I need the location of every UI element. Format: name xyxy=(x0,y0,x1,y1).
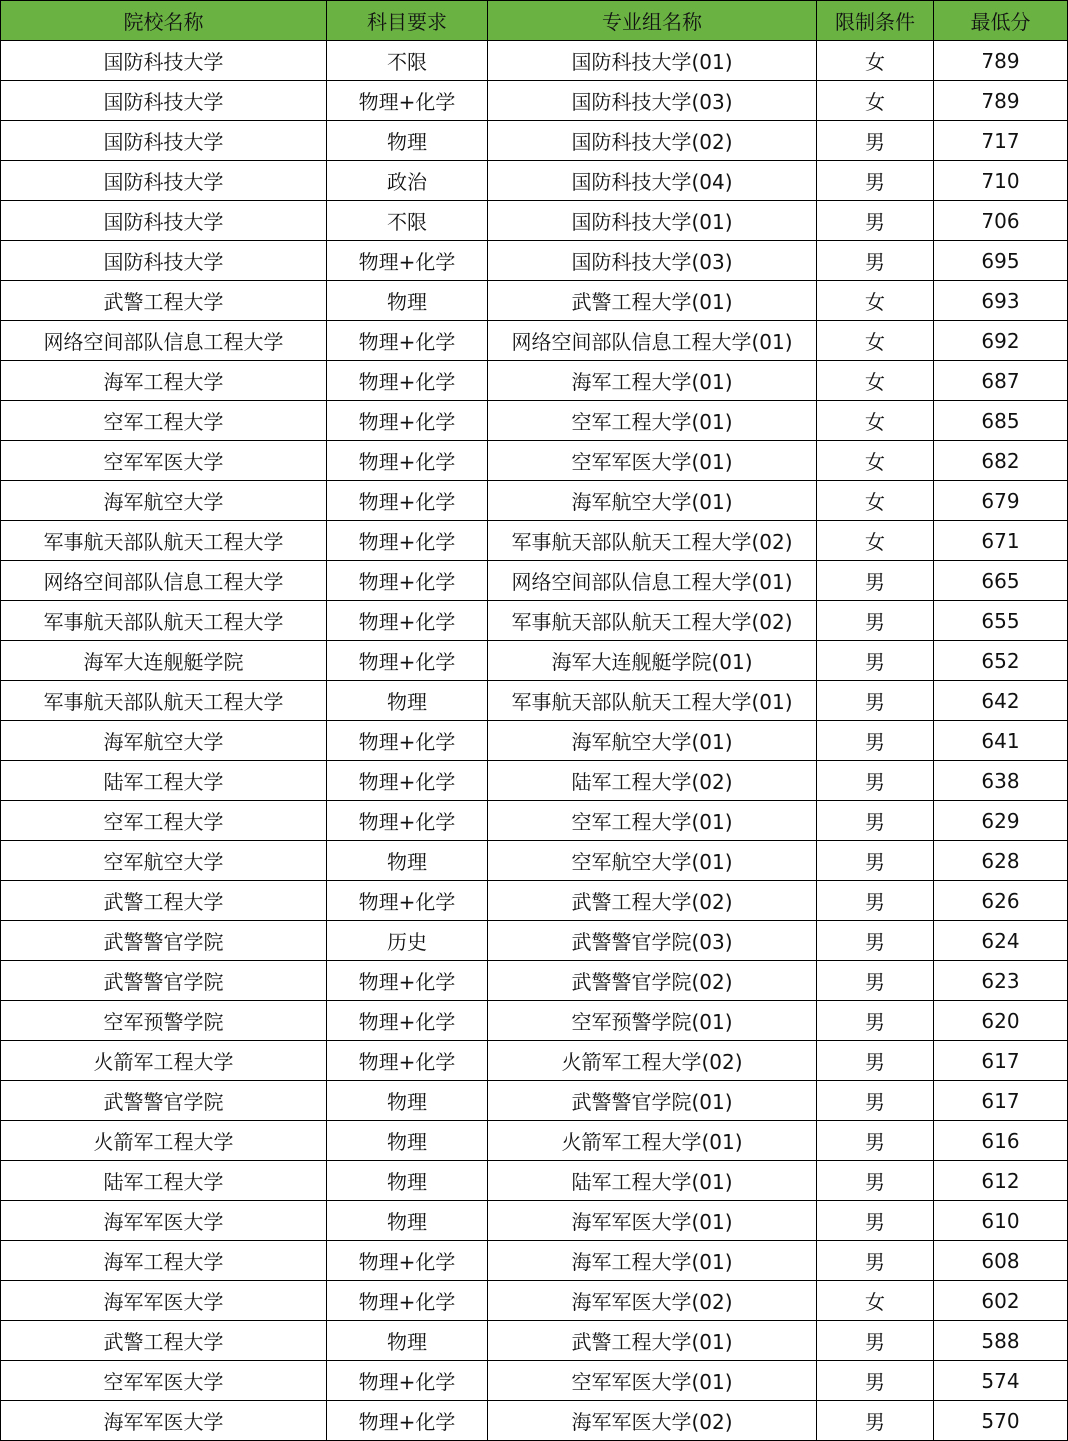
cell-major-group: 火箭军工程大学(01) xyxy=(488,1121,817,1161)
cell-restriction: 男 xyxy=(817,1161,934,1201)
cell-subject-requirement: 物理+化学 xyxy=(327,361,488,401)
cell-school: 武警警官学院 xyxy=(1,921,327,961)
cell-min-score: 629 xyxy=(934,801,1068,841)
cell-major-group: 国防科技大学(01) xyxy=(488,41,817,81)
cell-school: 武警工程大学 xyxy=(1,1321,327,1361)
cell-restriction: 男 xyxy=(817,721,934,761)
cell-min-score: 641 xyxy=(934,721,1068,761)
cell-restriction: 女 xyxy=(817,441,934,481)
cell-restriction: 男 xyxy=(817,1401,934,1441)
cell-school: 海军军医大学 xyxy=(1,1401,327,1441)
cell-restriction: 男 xyxy=(817,1081,934,1121)
cell-major-group: 网络空间部队信息工程大学(01) xyxy=(488,561,817,601)
cell-school: 空军工程大学 xyxy=(1,801,327,841)
cell-min-score: 717 xyxy=(934,121,1068,161)
cell-major-group: 军事航天部队航天工程大学(01) xyxy=(488,681,817,721)
cell-school: 空军航空大学 xyxy=(1,841,327,881)
cell-subject-requirement: 物理+化学 xyxy=(327,241,488,281)
cell-subject-requirement: 物理+化学 xyxy=(327,761,488,801)
cell-restriction: 男 xyxy=(817,1361,934,1401)
cell-school: 陆军工程大学 xyxy=(1,761,327,801)
cell-subject-requirement: 物理+化学 xyxy=(327,1241,488,1281)
table-row xyxy=(1,321,1068,361)
cell-restriction: 男 xyxy=(817,241,934,281)
table-row xyxy=(1,121,1068,161)
cell-min-score: 617 xyxy=(934,1041,1068,1081)
cell-school: 海军军医大学 xyxy=(1,1281,327,1321)
cell-min-score: 626 xyxy=(934,881,1068,921)
cell-min-score: 710 xyxy=(934,161,1068,201)
cell-restriction: 男 xyxy=(817,881,934,921)
table-row xyxy=(1,1201,1068,1241)
cell-major-group: 武警工程大学(01) xyxy=(488,1321,817,1361)
cell-school: 空军工程大学 xyxy=(1,401,327,441)
cell-major-group: 武警警官学院(01) xyxy=(488,1081,817,1121)
cell-major-group: 武警工程大学(01) xyxy=(488,281,817,321)
header-restriction: 限制条件 xyxy=(817,1,934,41)
table-row xyxy=(1,241,1068,281)
cell-subject-requirement: 政治 xyxy=(327,161,488,201)
cell-restriction: 女 xyxy=(817,281,934,321)
cell-major-group: 海军航空大学(01) xyxy=(488,481,817,521)
cell-restriction: 女 xyxy=(817,81,934,121)
cell-subject-requirement: 物理 xyxy=(327,1121,488,1161)
table-row xyxy=(1,841,1068,881)
table-row xyxy=(1,1001,1068,1041)
cell-subject-requirement: 物理 xyxy=(327,121,488,161)
cell-school: 陆军工程大学 xyxy=(1,1161,327,1201)
cell-subject-requirement: 物理+化学 xyxy=(327,521,488,561)
cell-school: 军事航天部队航天工程大学 xyxy=(1,521,327,561)
header-subject-requirement: 科目要求 xyxy=(327,1,488,41)
cell-min-score: 623 xyxy=(934,961,1068,1001)
cell-subject-requirement: 物理+化学 xyxy=(327,441,488,481)
cell-min-score: 655 xyxy=(934,601,1068,641)
table-row xyxy=(1,1121,1068,1161)
cell-restriction: 男 xyxy=(817,561,934,601)
table-row xyxy=(1,1241,1068,1281)
cell-major-group: 武警警官学院(03) xyxy=(488,921,817,961)
cell-min-score: 687 xyxy=(934,361,1068,401)
cell-major-group: 海军军医大学(02) xyxy=(488,1281,817,1321)
cell-min-score: 789 xyxy=(934,41,1068,81)
cell-school: 海军工程大学 xyxy=(1,1241,327,1281)
cell-subject-requirement: 物理+化学 xyxy=(327,81,488,121)
cell-subject-requirement: 物理 xyxy=(327,681,488,721)
cell-min-score: 638 xyxy=(934,761,1068,801)
header-major-group: 专业组名称 xyxy=(488,1,817,41)
cell-restriction: 男 xyxy=(817,1241,934,1281)
cell-min-score: 617 xyxy=(934,1081,1068,1121)
table-header xyxy=(1,1,1068,41)
table-row xyxy=(1,641,1068,681)
cell-school: 空军军医大学 xyxy=(1,1361,327,1401)
cell-subject-requirement: 物理+化学 xyxy=(327,1041,488,1081)
cell-major-group: 海军工程大学(01) xyxy=(488,1241,817,1281)
cell-min-score: 602 xyxy=(934,1281,1068,1321)
cell-restriction: 男 xyxy=(817,1321,934,1361)
cell-subject-requirement: 物理 xyxy=(327,1321,488,1361)
table-row xyxy=(1,1281,1068,1321)
cell-subject-requirement: 物理 xyxy=(327,1081,488,1121)
cell-subject-requirement: 物理 xyxy=(327,841,488,881)
cell-min-score: 652 xyxy=(934,641,1068,681)
cell-school: 国防科技大学 xyxy=(1,241,327,281)
table-row xyxy=(1,561,1068,601)
table-row xyxy=(1,281,1068,321)
cell-major-group: 国防科技大学(03) xyxy=(488,241,817,281)
cell-subject-requirement: 物理 xyxy=(327,1201,488,1241)
cell-school: 空军军医大学 xyxy=(1,441,327,481)
table-row xyxy=(1,1041,1068,1081)
cell-major-group: 国防科技大学(01) xyxy=(488,201,817,241)
cell-school: 国防科技大学 xyxy=(1,201,327,241)
cell-subject-requirement: 物理+化学 xyxy=(327,1401,488,1441)
cell-min-score: 679 xyxy=(934,481,1068,521)
cell-major-group: 空军工程大学(01) xyxy=(488,801,817,841)
cell-subject-requirement: 物理 xyxy=(327,1161,488,1201)
table-row xyxy=(1,41,1068,81)
header-school: 院校名称 xyxy=(1,1,327,41)
table-row xyxy=(1,1401,1068,1441)
cell-restriction: 男 xyxy=(817,841,934,881)
cell-restriction: 男 xyxy=(817,1201,934,1241)
cell-school: 海军大连舰艇学院 xyxy=(1,641,327,681)
cell-min-score: 665 xyxy=(934,561,1068,601)
cell-major-group: 武警工程大学(02) xyxy=(488,881,817,921)
cell-min-score: 789 xyxy=(934,81,1068,121)
table-row xyxy=(1,1361,1068,1401)
cell-min-score: 671 xyxy=(934,521,1068,561)
cell-major-group: 国防科技大学(04) xyxy=(488,161,817,201)
cell-major-group: 海军工程大学(01) xyxy=(488,361,817,401)
cell-school: 国防科技大学 xyxy=(1,161,327,201)
cell-subject-requirement: 历史 xyxy=(327,921,488,961)
cell-subject-requirement: 物理+化学 xyxy=(327,961,488,1001)
cell-major-group: 空军军医大学(01) xyxy=(488,1361,817,1401)
header-row xyxy=(1,1,1068,41)
cell-school: 国防科技大学 xyxy=(1,41,327,81)
cell-major-group: 军事航天部队航天工程大学(02) xyxy=(488,521,817,561)
cell-subject-requirement: 不限 xyxy=(327,41,488,81)
table-row xyxy=(1,681,1068,721)
table-row xyxy=(1,761,1068,801)
table-row xyxy=(1,961,1068,1001)
cell-school: 武警工程大学 xyxy=(1,281,327,321)
cell-major-group: 空军军医大学(01) xyxy=(488,441,817,481)
cell-restriction: 男 xyxy=(817,1121,934,1161)
cell-school: 国防科技大学 xyxy=(1,81,327,121)
cell-subject-requirement: 物理+化学 xyxy=(327,881,488,921)
table-row xyxy=(1,441,1068,481)
table-row xyxy=(1,721,1068,761)
cell-min-score: 682 xyxy=(934,441,1068,481)
cell-subject-requirement: 物理 xyxy=(327,281,488,321)
cell-school: 空军预警学院 xyxy=(1,1001,327,1041)
cell-subject-requirement: 物理+化学 xyxy=(327,1281,488,1321)
cell-restriction: 女 xyxy=(817,521,934,561)
cell-subject-requirement: 物理+化学 xyxy=(327,321,488,361)
cell-subject-requirement: 物理+化学 xyxy=(327,401,488,441)
cell-min-score: 620 xyxy=(934,1001,1068,1041)
cell-major-group: 空军预警学院(01) xyxy=(488,1001,817,1041)
cell-restriction: 男 xyxy=(817,161,934,201)
table-row xyxy=(1,401,1068,441)
table-row xyxy=(1,521,1068,561)
cell-major-group: 空军航空大学(01) xyxy=(488,841,817,881)
cell-major-group: 国防科技大学(03) xyxy=(488,81,817,121)
table-row xyxy=(1,81,1068,121)
cell-restriction: 男 xyxy=(817,201,934,241)
cell-restriction: 女 xyxy=(817,361,934,401)
cell-subject-requirement: 物理+化学 xyxy=(327,1001,488,1041)
cell-subject-requirement: 物理+化学 xyxy=(327,561,488,601)
cell-min-score: 612 xyxy=(934,1161,1068,1201)
cell-restriction: 男 xyxy=(817,1001,934,1041)
cell-min-score: 610 xyxy=(934,1201,1068,1241)
table-row xyxy=(1,161,1068,201)
cell-restriction: 男 xyxy=(817,921,934,961)
cell-major-group: 武警警官学院(02) xyxy=(488,961,817,1001)
cell-school: 国防科技大学 xyxy=(1,121,327,161)
table-row xyxy=(1,201,1068,241)
cell-school: 军事航天部队航天工程大学 xyxy=(1,601,327,641)
cell-min-score: 574 xyxy=(934,1361,1068,1401)
table-row xyxy=(1,1321,1068,1361)
cell-min-score: 685 xyxy=(934,401,1068,441)
cell-min-score: 706 xyxy=(934,201,1068,241)
cell-restriction: 女 xyxy=(817,321,934,361)
cell-min-score: 642 xyxy=(934,681,1068,721)
cell-school: 网络空间部队信息工程大学 xyxy=(1,561,327,601)
cell-restriction: 男 xyxy=(817,961,934,1001)
cell-min-score: 608 xyxy=(934,1241,1068,1281)
table-row xyxy=(1,881,1068,921)
table-row xyxy=(1,921,1068,961)
cell-restriction: 男 xyxy=(817,121,934,161)
cell-min-score: 628 xyxy=(934,841,1068,881)
cell-school: 网络空间部队信息工程大学 xyxy=(1,321,327,361)
table-row xyxy=(1,601,1068,641)
cell-major-group: 空军工程大学(01) xyxy=(488,401,817,441)
cell-subject-requirement: 物理+化学 xyxy=(327,601,488,641)
cell-subject-requirement: 不限 xyxy=(327,201,488,241)
cell-restriction: 男 xyxy=(817,801,934,841)
cell-restriction: 男 xyxy=(817,761,934,801)
cell-major-group: 海军军医大学(02) xyxy=(488,1401,817,1441)
cell-min-score: 588 xyxy=(934,1321,1068,1361)
cell-school: 海军军医大学 xyxy=(1,1201,327,1241)
cell-restriction: 女 xyxy=(817,481,934,521)
cell-subject-requirement: 物理+化学 xyxy=(327,801,488,841)
cell-school: 海军航空大学 xyxy=(1,721,327,761)
cell-school: 海军航空大学 xyxy=(1,481,327,521)
cell-school: 火箭军工程大学 xyxy=(1,1121,327,1161)
header-min-score: 最低分 xyxy=(934,1,1068,41)
cell-min-score: 692 xyxy=(934,321,1068,361)
table-row xyxy=(1,1081,1068,1121)
cell-restriction: 男 xyxy=(817,1041,934,1081)
cell-school: 火箭军工程大学 xyxy=(1,1041,327,1081)
cell-restriction: 男 xyxy=(817,601,934,641)
cell-min-score: 695 xyxy=(934,241,1068,281)
cell-school: 武警警官学院 xyxy=(1,1081,327,1121)
cell-major-group: 陆军工程大学(01) xyxy=(488,1161,817,1201)
table-row xyxy=(1,361,1068,401)
cell-major-group: 火箭军工程大学(02) xyxy=(488,1041,817,1081)
table-row xyxy=(1,801,1068,841)
cell-min-score: 693 xyxy=(934,281,1068,321)
cell-major-group: 国防科技大学(02) xyxy=(488,121,817,161)
cell-school: 军事航天部队航天工程大学 xyxy=(1,681,327,721)
cell-min-score: 570 xyxy=(934,1401,1068,1441)
cell-major-group: 陆军工程大学(02) xyxy=(488,761,817,801)
cell-subject-requirement: 物理+化学 xyxy=(327,481,488,521)
cell-restriction: 男 xyxy=(817,681,934,721)
cell-subject-requirement: 物理+化学 xyxy=(327,641,488,681)
table-body xyxy=(1,41,1068,1441)
cell-restriction: 女 xyxy=(817,1281,934,1321)
cell-school: 武警警官学院 xyxy=(1,961,327,1001)
table-row xyxy=(1,1161,1068,1201)
cell-school: 武警工程大学 xyxy=(1,881,327,921)
cell-subject-requirement: 物理+化学 xyxy=(327,721,488,761)
table-row xyxy=(1,481,1068,521)
cell-major-group: 军事航天部队航天工程大学(02) xyxy=(488,601,817,641)
cell-min-score: 624 xyxy=(934,921,1068,961)
cell-restriction: 女 xyxy=(817,401,934,441)
cell-restriction: 男 xyxy=(817,641,934,681)
cell-major-group: 海军航空大学(01) xyxy=(488,721,817,761)
cell-major-group: 网络空间部队信息工程大学(01) xyxy=(488,321,817,361)
cell-major-group: 海军大连舰艇学院(01) xyxy=(488,641,817,681)
cell-min-score: 616 xyxy=(934,1121,1068,1161)
cell-restriction: 女 xyxy=(817,41,934,81)
cell-subject-requirement: 物理+化学 xyxy=(327,1361,488,1401)
cell-major-group: 海军军医大学(01) xyxy=(488,1201,817,1241)
cell-school: 海军工程大学 xyxy=(1,361,327,401)
